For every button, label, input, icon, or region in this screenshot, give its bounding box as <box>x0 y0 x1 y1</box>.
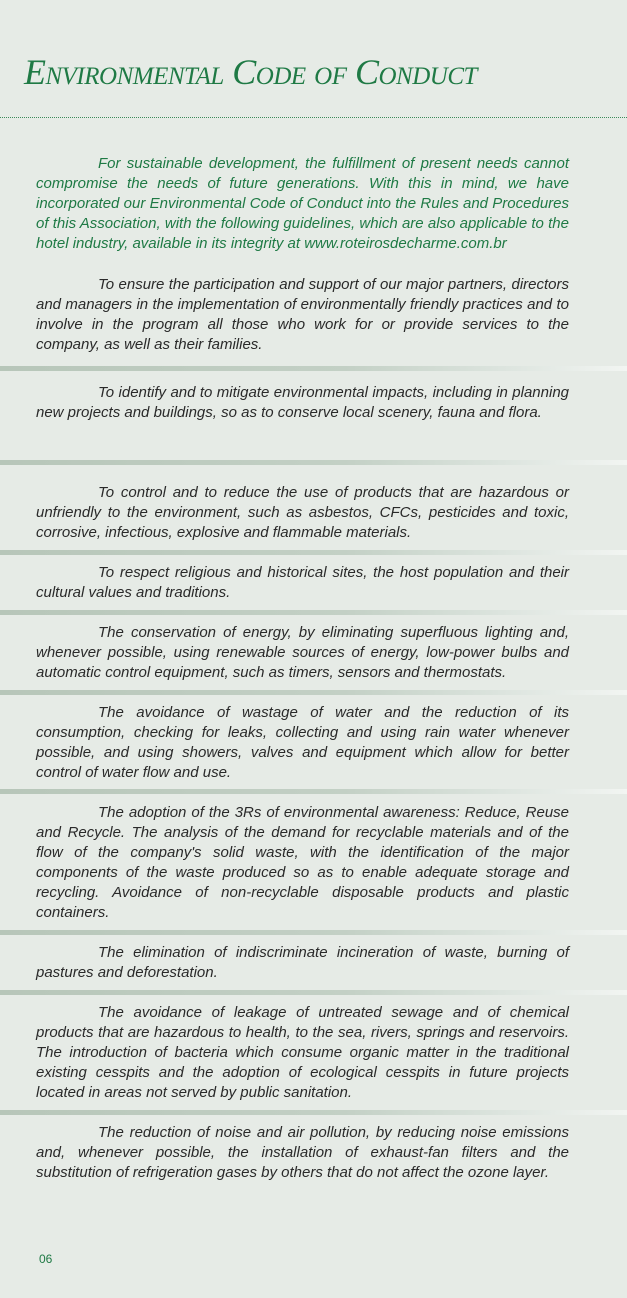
guideline-paragraph: The adoption of the 3Rs of environmental awareness: Reduce, Reuse and Recycle. The analysis of the demand for recyclable materials and of the flow of the company's solid waste, with the identification of the major components of the waste produced so as to enable adequate storage and recycling. Avoidance of non-recyclable disposable products and plastic containers. <box>36 804 569 921</box>
section-divider <box>0 789 627 794</box>
section-divider <box>0 550 627 555</box>
guideline-paragraph: The elimination of indiscriminate incineration of waste, burning of pastures and deforestation. <box>36 944 569 981</box>
guideline-paragraph: The avoidance of leakage of untreated sewage and of chemical products that are hazardous to health, to the sea, rivers, springs and reservoirs. The introduction of bacteria which consume organic matter in the traditional existing cesspits and the adoption of ecological cesspits in future projects located in areas not served by public sanitation. <box>36 1004 569 1101</box>
section-divider <box>0 366 627 371</box>
section-divider <box>0 1110 627 1115</box>
section-divider <box>0 610 627 615</box>
section-divider <box>0 690 627 695</box>
page-title: Environmental Code of Conduct <box>24 52 477 92</box>
guideline-paragraph: The conservation of energy, by eliminating superfluous lighting and, whenever possible, using renewable sources of energy, low-power bulbs and automatic control equipment, such as timers, sensors and thermostats. <box>36 624 569 681</box>
page-number: 06 <box>39 1252 53 1266</box>
guideline-paragraph: To respect religious and historical sites, the host population and their cultural values and traditions. <box>36 564 569 601</box>
section-divider <box>0 460 627 465</box>
title-divider <box>0 117 627 118</box>
guideline-paragraph: To ensure the participation and support of our major partners, directors and managers in the implementation of environmentally friendly practices and to involve in the program all those who work for or provide services to the company, as well as their families. <box>36 276 569 353</box>
guideline-paragraph: The avoidance of wastage of water and the reduction of its consumption, checking for leaks, collecting and using rain water whenever possible, and using showers, valves and equipment which allow for better control of water flow and use. <box>36 704 569 781</box>
section-divider <box>0 990 627 995</box>
guideline-paragraph: The reduction of noise and air pollution, by reducing noise emissions and, whenever possible, the installation of exhaust-fan filters and the substitution of refrigeration gases by others that do not affect the ozone layer. <box>36 1124 569 1181</box>
section-divider <box>0 930 627 935</box>
intro-paragraph: For sustainable development, the fulfillment of present needs cannot compromise the needs of future generations. With this in mind, we have incorporated our Environmental Code of Conduct into the Rules and Procedures of this Association, with the following guidelines, which are also applicable to the hotel industry, available in its integrity at www.roteirosdecharme.com.br <box>36 155 569 252</box>
guideline-paragraph: To identify and to mitigate environmental impacts, including in planning new projects and buildings, so as to conserve local scenery, fauna and flora. <box>36 384 569 421</box>
guideline-paragraph: To control and to reduce the use of products that are hazardous or unfriendly to the environment, such as asbestos, CFCs, pesticides and toxic, corrosive, infectious, explosive and flammable materials. <box>36 484 569 541</box>
